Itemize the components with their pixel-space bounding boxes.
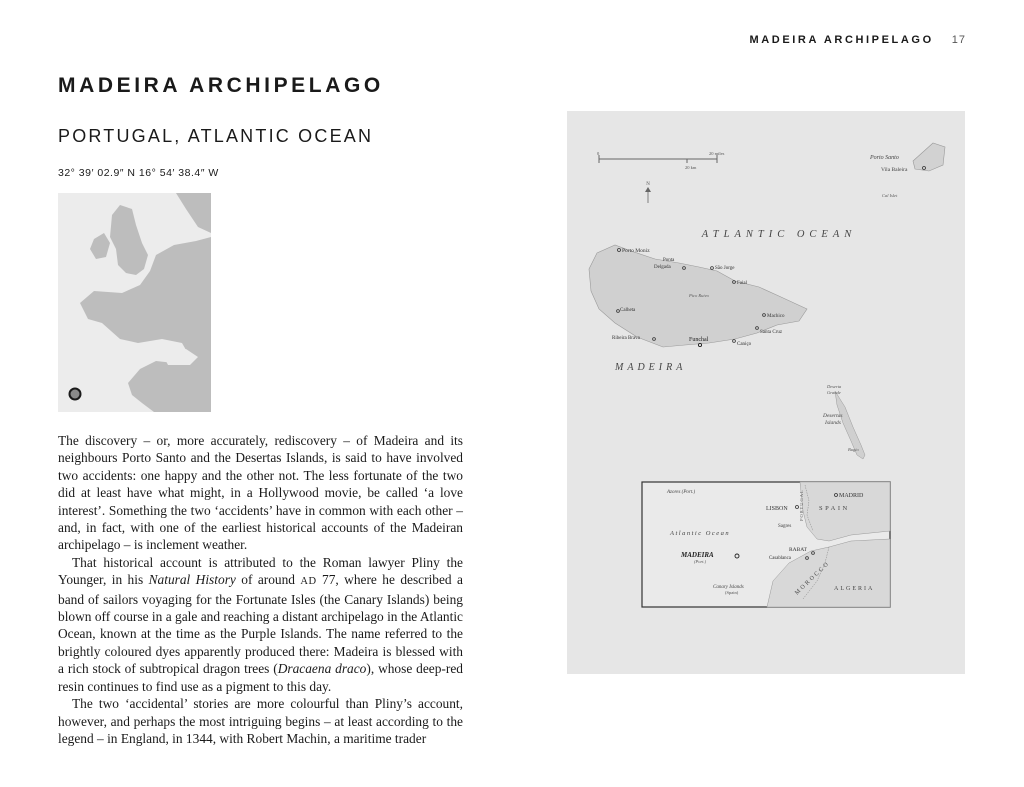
inset-azores-label: Azores (Port.) [667, 490, 696, 495]
page-subtitle: PORTUGAL, ATLANTIC OCEAN [58, 126, 374, 146]
inset-portugal-label: PORTUGAL [799, 489, 804, 521]
scale-zero: 0 [597, 151, 600, 156]
deserta-grande-label-1: Deserta [827, 384, 842, 389]
running-head [600, 34, 966, 46]
inset-algeria-label: ALGERIA [834, 586, 875, 592]
paragraph-3: The two ‘accidental’ stories are more colourful than Pliny’s account, however, and perhaps the most intriguing begins – at least according to the legend – in England, in 1344, with Robert Machin, a maritime trader [58, 696, 463, 746]
calheta-label: Calheta [620, 308, 636, 313]
locator-map [58, 193, 211, 412]
page-number: 17 [951, 34, 966, 46]
scale-km: 20 km [685, 165, 697, 170]
funchal-label: Funchal [689, 337, 709, 343]
ribeira-brava-label: Ribeira Brava [612, 336, 640, 341]
inset-rabat-label: RABAT [789, 547, 808, 553]
locator-map-graphic [58, 193, 211, 412]
coordinates: 32° 39′ 02.9″ N 16° 54′ 38.4″ W [58, 167, 219, 179]
canico-label: Caniço [737, 342, 752, 347]
scale-miles: 20 miles [709, 151, 725, 156]
cal-islet-label: Cal Islet [882, 193, 898, 198]
desertas-label-2: Islands [825, 420, 841, 426]
inset-sagres-label: Sagres [778, 524, 792, 529]
archipelago-map-graphic [567, 111, 965, 674]
inset-lisbon-label: LISBON [766, 506, 788, 512]
ocean-label: ATLANTIC OCEAN [701, 229, 857, 240]
page-title: MADEIRA ARCHIPELAGO [58, 74, 384, 97]
inset-map [642, 482, 890, 607]
porto-moniz-label: Porto Moniz [622, 248, 650, 254]
inset-madeira-label: MADEIRA [681, 551, 714, 559]
bugio-label: Bugio [848, 447, 859, 452]
santa-cruz-label: Santa Cruz [760, 330, 783, 335]
ponta-delgada-label-2: Delgada [654, 265, 671, 270]
inset-canary-label-2: (Spain) [725, 590, 739, 595]
paragraph-1: The discovery – or, more accurately, rediscovery – of Madeira and its neighbours Porto Santo and the Desertas Islands, is said to have involved two accidents: one happy and the other not. The less fortunate of the two did at least have what might, in a Hollywood movie, be called ‘a love interest’. Something the two ‘accidents’ have in common with each other – and, in fact, with one of the earliest historical accounts of the Madeiran archipelago – is inclement weather. [58, 433, 463, 553]
species-name: Dracaena draco [277, 661, 367, 677]
inset-madrid-label: MADRID [839, 493, 864, 499]
paragraph-2: That historical account is attributed to the Roman lawyer Pliny the Younger, in his Natural History of around AD 77, where he described a band of sailors voyaging for the Fortunate Isles (the Canary Islands) being blown off course in a gale and reaching a distant archipelago in the Atlantic Ocean, known at the time as the Purple Islands. The name referred to the brightly coloured dyes apparently produced there: Madeira is blessed with a rich stock of subtropical dragon trees (Dracaena draco), whose deep-red resin continues to find use as a pigment to this day. [58, 554, 463, 694]
compass-label: N [646, 182, 650, 187]
madeira-label: MADEIRA [615, 362, 687, 373]
ponta-delgada-label-1: Ponta [663, 258, 675, 263]
pico-ruivo-label: Pico Ruivo [689, 293, 709, 298]
inset-canary-label-1: Canary Islands [713, 585, 744, 590]
inset-madeira-sub: (Port.) [694, 559, 707, 564]
vila-baleira-label: Vila Baleira [881, 167, 908, 173]
body-text [58, 432, 463, 747]
machico-label: Machico [767, 314, 785, 319]
archipelago-map [567, 111, 965, 674]
era-abbrev: AD [300, 576, 317, 588]
locator-marker [70, 389, 81, 400]
inset-casablanca-label: Casablanca [769, 556, 791, 561]
work-title: Natural History [148, 572, 236, 588]
inset-morocco-label: MOROCCO [794, 560, 832, 597]
inset-ocean-label: Atlantic Ocean [670, 530, 731, 537]
sao-jorge-label: São Jorge [715, 266, 735, 271]
porto-santo-label: Porto Santo [870, 155, 899, 161]
faial-label: Faial [737, 281, 747, 286]
running-head-title: MADEIRA ARCHIPELAGO [749, 34, 934, 46]
inset-spain-label: SPAIN [819, 505, 850, 512]
deserta-grande-label-2: Grande [827, 390, 841, 395]
desertas-label-1: Desertas [823, 413, 843, 419]
